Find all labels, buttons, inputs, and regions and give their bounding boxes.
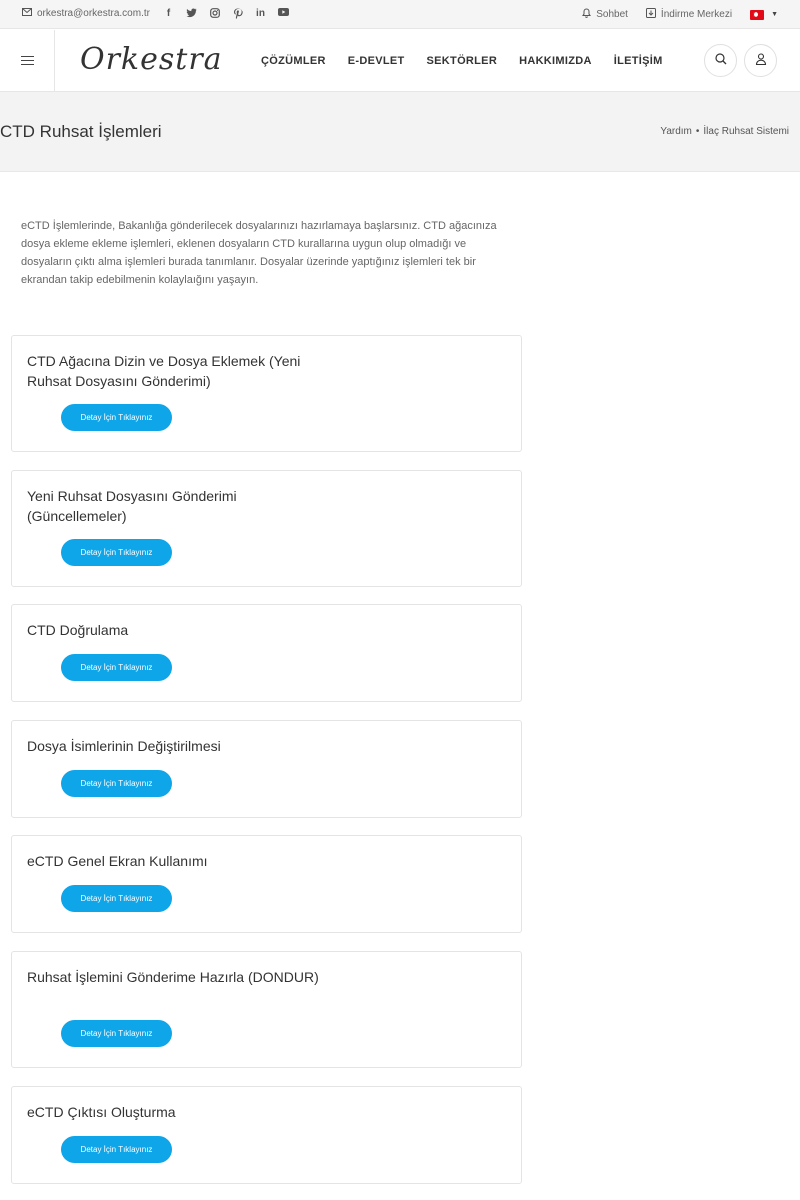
- language-selector[interactable]: [750, 10, 778, 20]
- breadcrumb-current[interactable]: İlaç Ruhsat Sistemi: [703, 126, 789, 137]
- page-title: CTD Ruhsat İşlemleri: [0, 122, 162, 141]
- card-title: Dosya İsimlerinin Değiştirilmesi: [27, 738, 221, 754]
- breadcrumb: [660, 126, 789, 137]
- linkedin-icon[interactable]: in: [256, 8, 265, 19]
- social-links: [163, 8, 289, 19]
- facebook-icon[interactable]: f: [166, 8, 171, 19]
- twitter-icon[interactable]: [186, 8, 197, 19]
- page-title-bar: [0, 92, 800, 172]
- card-title: eCTD Çıktısı Oluşturma: [27, 1104, 176, 1120]
- nav-item-contact[interactable]: İLETİŞİM: [613, 55, 663, 67]
- download-center-link[interactable]: [646, 8, 732, 21]
- card-title: Yeni Ruhsat Dosyasını Gönderimi (Güncellemeler): [27, 488, 237, 524]
- download-center-label: İndirme Merkezi: [660, 9, 733, 20]
- pinterest-icon[interactable]: [232, 8, 243, 19]
- help-card: [11, 604, 522, 702]
- email-text: orkestra@orkestra.com.tr: [37, 8, 150, 19]
- help-card: [11, 951, 522, 1068]
- turkish-flag-icon: [750, 10, 764, 20]
- download-icon: [646, 8, 656, 21]
- nav-item-about[interactable]: HAKKIMIZDA: [519, 55, 592, 67]
- detail-button[interactable]: Detay İçin Tıklayınız: [61, 404, 172, 431]
- topbar-right: [582, 8, 778, 21]
- detail-button[interactable]: Detay İçin Tıklayınız: [61, 539, 172, 566]
- search-button[interactable]: [704, 44, 737, 77]
- breadcrumb-help[interactable]: Yardım: [660, 126, 692, 137]
- card-title: Ruhsat İşlemini Gönderime Hazırla (DONDUR): [27, 969, 319, 985]
- top-bar: [0, 0, 800, 29]
- bell-icon: [582, 8, 591, 21]
- detail-button[interactable]: Detay İçin Tıklayınız: [61, 885, 172, 912]
- main-header: [0, 30, 800, 92]
- detail-button[interactable]: Detay İçin Tıklayınız: [61, 1136, 172, 1163]
- menu-button[interactable]: [0, 30, 55, 91]
- instagram-icon[interactable]: [209, 8, 220, 19]
- help-card: [11, 720, 522, 818]
- help-card: [11, 470, 522, 587]
- card-title: eCTD Genel Ekran Kullanımı: [27, 853, 208, 869]
- detail-button[interactable]: Detay İçin Tıklayınız: [61, 1020, 172, 1047]
- user-icon: [755, 52, 767, 70]
- youtube-icon[interactable]: [278, 8, 289, 19]
- intro-text: eCTD İşlemlerinde, Bakanlığa gönderilecek dosyalarınızı hazırlamaya başlarsınız. CTD ağacınıza dosya ekleme ekleme işlemleri, eklenen dosyaların CTD kurallarına uygun olup olmadığı ve dosyaların çıktı alma işlemleri burada tanımlanır. Dosyalar üzerinde yaptığınız işlemleri tek bir ekrandan takip edebilmenin kolaylaığını yaşayın.: [21, 220, 497, 286]
- mail-icon: [22, 8, 32, 19]
- email-link[interactable]: [22, 8, 150, 19]
- chat-link[interactable]: [582, 8, 628, 21]
- nav-item-solutions[interactable]: ÇÖZÜMLER: [261, 55, 326, 67]
- help-card: [11, 1086, 522, 1184]
- search-icon: [715, 52, 727, 70]
- nav-item-e-government[interactable]: E-DEVLET: [347, 55, 405, 67]
- nav-item-sectors[interactable]: SEKTÖRLER: [426, 55, 498, 67]
- main-nav: [261, 55, 663, 67]
- chat-label: Sohbet: [596, 9, 628, 20]
- breadcrumb-separator: •: [695, 126, 700, 137]
- card-title: CTD Doğrulama: [27, 622, 129, 638]
- hamburger-icon: [21, 53, 34, 68]
- account-button[interactable]: [744, 44, 777, 77]
- help-card: [11, 335, 522, 452]
- card-title: CTD Ağacına Dizin ve Dosya Eklemek (Yeni Ruhsat Dosyasını Gönderimi): [27, 353, 301, 389]
- logo[interactable]: Orkestra: [80, 42, 223, 77]
- help-card: [11, 835, 522, 933]
- caret-down-icon: ▼: [771, 11, 778, 18]
- detail-button[interactable]: Detay İçin Tıklayınız: [61, 770, 172, 797]
- detail-button[interactable]: Detay İçin Tıklayınız: [61, 654, 172, 681]
